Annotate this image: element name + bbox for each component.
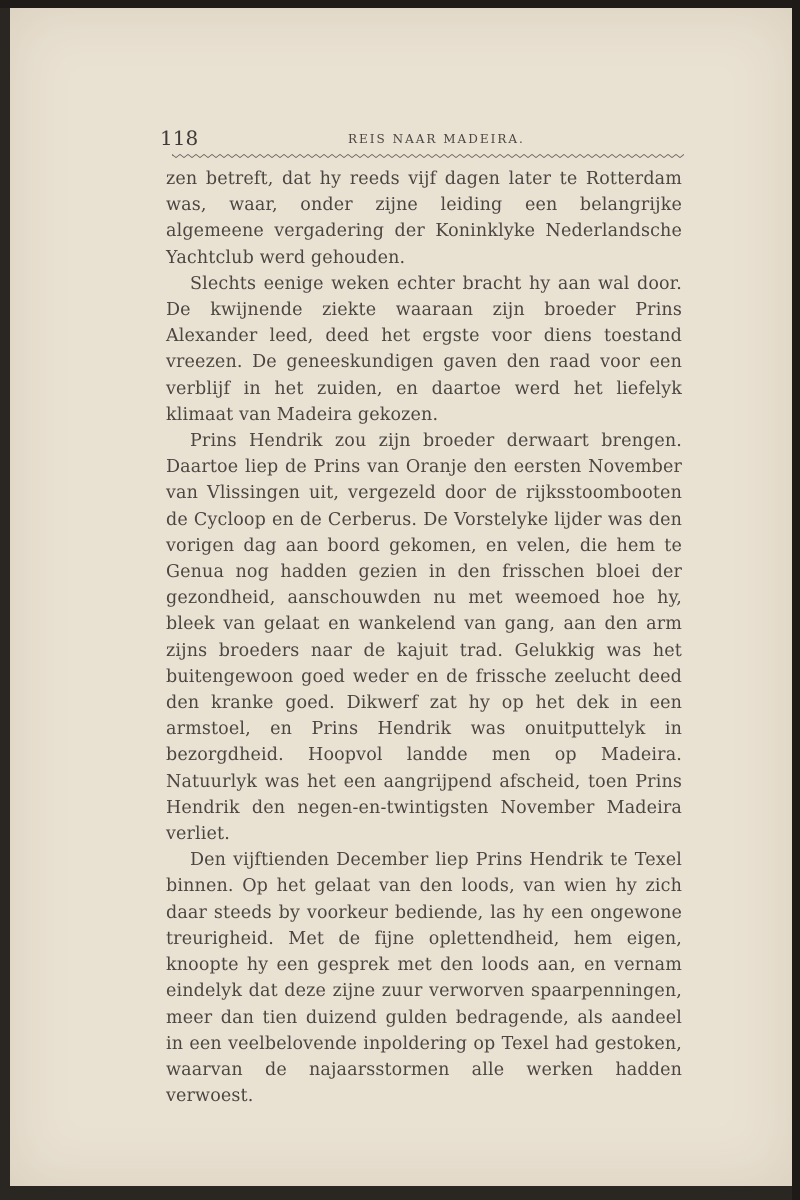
page-number: 118 (160, 126, 199, 150)
scan-top-border (0, 0, 800, 8)
body-text (166, 166, 682, 1109)
scan-right-border (792, 0, 800, 1200)
paragraph-2: Slechts eenige weken echter bracht hy aan wal door. De kwijnende ziekte waaraan zijn broeder Prins Alexander leed, deed het ergste voor diens toestand vreezen. De geneeskundigen gaven den raad voor een verblijf in het zuiden, en daartoe werd het liefelyk klimaat van Madeira gekozen. (166, 273, 682, 425)
paragraph-1: zen betreft, dat hy reeds vijf dagen later te Rotterdam was, waar, onder zijne leiding een belangrijke algemeene vergadering der Koninklyke Nederlandsche Yachtclub werd gehouden. (166, 169, 682, 268)
running-title: REIS NAAR MADEIRA. (348, 132, 525, 146)
paragraph-4: Den vijftienden December liep Prins Hendrik te Texel binnen. Op het gelaat van den loods, van wien hy zich daar steeds by voorkeur bediende, las hy een ongewone treurigheid. Met de fijne oplettendheid, hem eigen, knoopte hy een gesprek met den loods aan, en vernam eindelyk dat deze zijne zuur verworven spaarpenningen, meer dan tien duizend gulden bedragende, als aandeel in een veelbelovende inpoldering op Texel had gestoken, waarvan de najaarsstormen alle werken hadden verwoest. (166, 850, 682, 1107)
decorative-wavy-rule (172, 151, 684, 161)
paragraph-3: Prins Hendrik zou zijn broeder derwaart brengen. Daartoe liep de Prins van Oranje den eersten November van Vlissingen uit, vergezeld door de rijksstoombooten de Cycloop en de Cerberus. De Vorstelyke lijder was den vorigen dag aan boord gekomen, en velen, die hem te Genua nog hadden gezien in den frisschen bloei der gezondheid, aanschouwden nu met weemoed hoe hy, bleek van gelaat en wankelend van gang, aan den arm zijns broeders naar de kajuit trad. Gelukkig was het buitengewoon goed weder en de frissche zeelucht deed den kranke goed. Dikwerf zat hy op het dek in een armstoel, en Prins Hendrik was onuitputtelyk in bezorgdheid. Hoopvol landde men op Madeira. Natuurlyk was het een aangrijpend afscheid, toen Prins Hendrik den negen-en-twintigsten November Madeira verliet. (166, 431, 682, 845)
running-head (160, 122, 690, 152)
